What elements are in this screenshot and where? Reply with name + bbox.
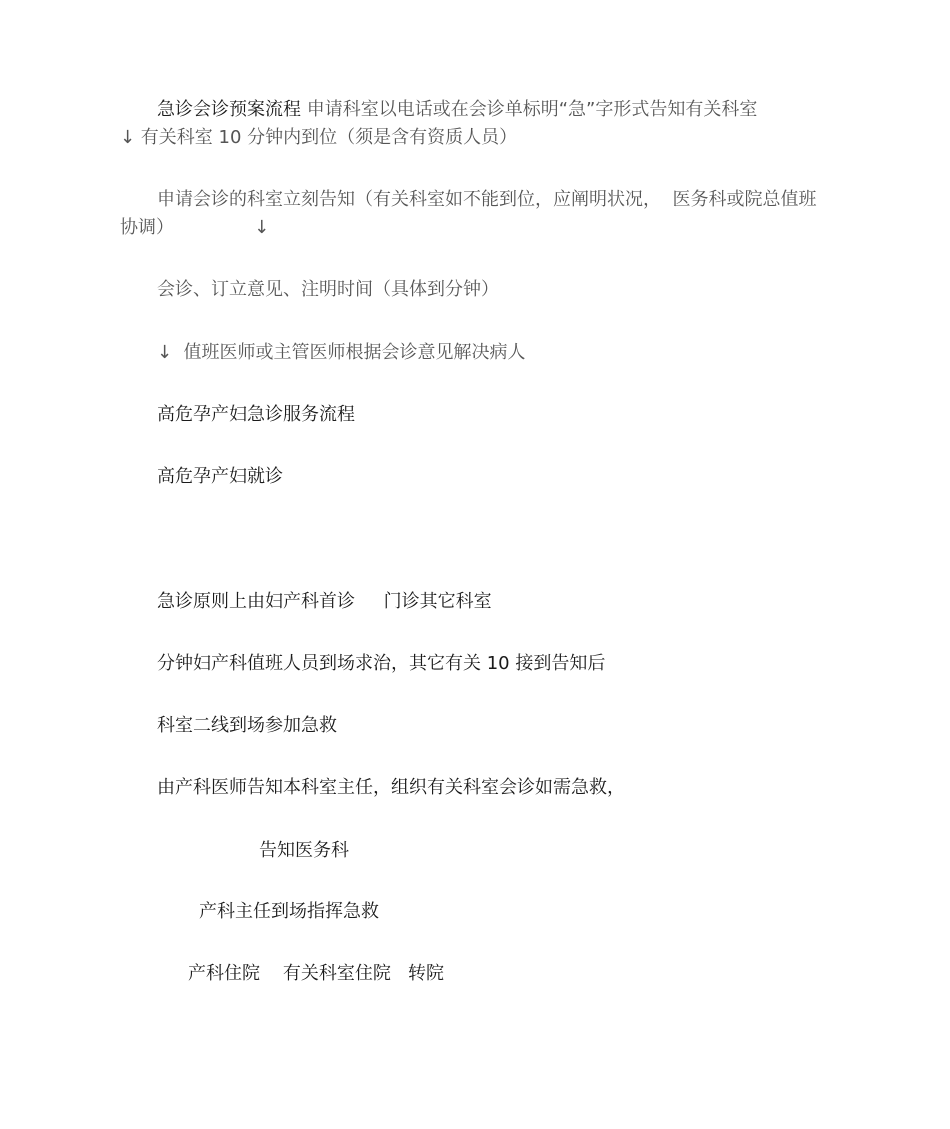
- high-risk-pregnancy-title: 高危孕产妇急诊服务流程: [157, 404, 355, 425]
- line-14: 产科主任到场指挥急救: [199, 901, 379, 922]
- line-1-text: 申请科室以电话或在会诊单标明“急”字形式告知有关科室: [301, 99, 758, 120]
- line-2: ↓ 有关科室 10 分钟内到位（须是含有资质人员）: [120, 127, 518, 148]
- line-13: 告知医务科: [259, 840, 349, 861]
- line-1: [157, 96, 757, 124]
- line-4: 协调） ↓: [120, 217, 270, 238]
- line-6: ↓ 值班医师或主管医师根据会诊意见解决病人: [157, 342, 526, 363]
- line-10: 分钟妇产科值班人员到场求治，其它有关 10 接到告知后: [157, 653, 606, 674]
- emergency-consult-title: 急诊会诊预案流程: [157, 99, 301, 120]
- line-3: 申请会诊的科室立刻告知（有关科室如不能到位，应阐明状况， 医务科或院总值班: [157, 189, 817, 210]
- line-11: 科室二线到场参加急救: [157, 715, 337, 736]
- line-9: 急诊原则上由妇产科首诊 门诊其它科室: [157, 591, 492, 612]
- line-8: 高危孕产妇就诊: [157, 466, 283, 487]
- line-5: 会诊、订立意见、注明时间（具体到分钟）: [157, 279, 499, 300]
- line-12: 由产科医师告知本科室主任，组织有关科室会诊如需急救，: [157, 777, 625, 798]
- line-15: 产科住院 有关科室住院 转院: [188, 963, 445, 984]
